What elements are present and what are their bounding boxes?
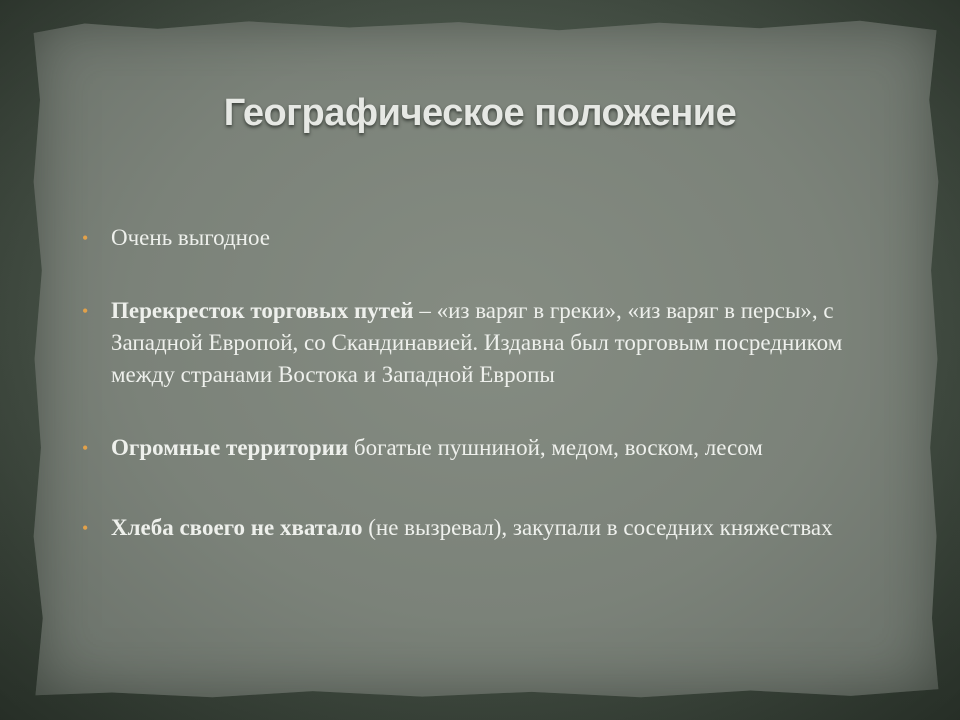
bullet-list [82,222,882,544]
item-bold-text: Огромные территории [111,435,349,460]
slide-title: Географическое положение [223,92,737,134]
list-item [82,432,882,464]
bullet-icon: • [82,438,89,458]
item-text: Очень выгодное [111,225,270,250]
item-text: (не вызревал), закупали в соседних княжествах [362,515,833,540]
list-item [82,295,882,391]
item-bold-text: Хлеба своего не хватало [111,515,363,540]
item-bold-text: Перекресток торговых путей [111,298,414,323]
list-item [82,222,882,254]
bullet-icon: • [82,301,89,321]
list-item [82,512,882,544]
item-text: – «из варяг в греки», «из варяг в персы», с Западной Европой, со Скандинавией. Издавна был торговым посредником между странами Востока и Западной Европы [111,298,843,387]
bullet-icon: • [82,228,89,248]
bullet-icon: • [82,518,89,538]
item-text: богатые пушниной, медом, воском, лесом [348,435,763,460]
